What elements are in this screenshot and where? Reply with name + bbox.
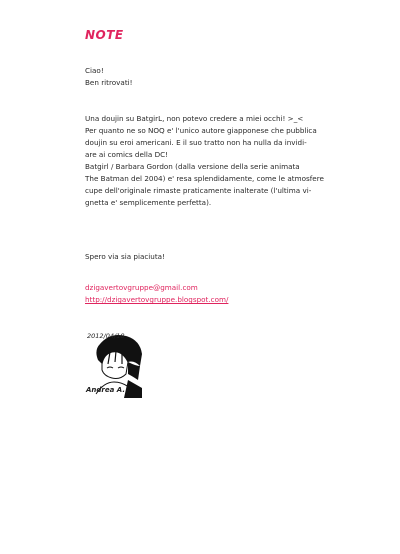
body-line: Per quanto ne so NOQ e' l'unico autore giapponese che pubblica	[85, 126, 317, 135]
greeting-line: Ben ritrovati!	[85, 78, 133, 87]
body-line: doujin su eroi americani. E il suo tratto non ha nulla da invidi-	[85, 138, 307, 147]
note-title: NOTE	[85, 28, 124, 42]
contact-block	[85, 282, 355, 306]
body-text	[85, 113, 355, 209]
body-line: gnetta e' semplicemente perfetta).	[85, 198, 212, 207]
blog-link[interactable]: http://dzigavertovgruppe.blogspot.com/	[85, 295, 229, 304]
body-line: Una doujin su BatgirL, non potevo credere a miei occhi! >_<	[85, 114, 304, 123]
sketch-signature: Andrea A.	[86, 386, 125, 394]
sketch-date: 2012/04/18	[87, 332, 125, 340]
closing-text: Spero via sia piaciuta!	[85, 252, 165, 261]
body-line: The Batman del 2004) e' resa splendidamente, come le atmosfere	[85, 174, 324, 183]
email-link[interactable]: dzigavertovgruppe@gmail.com	[85, 283, 198, 292]
body-line: Batgirl / Barbara Gordon (dalla versione della serie animata	[85, 162, 300, 171]
body-line: are ai comics della DC!	[85, 150, 169, 159]
greeting-line: Ciao!	[85, 66, 104, 75]
greeting	[85, 65, 355, 89]
body-line: cupe dell'originale rimaste praticamente inalterate (l'ultima vi-	[85, 186, 312, 195]
